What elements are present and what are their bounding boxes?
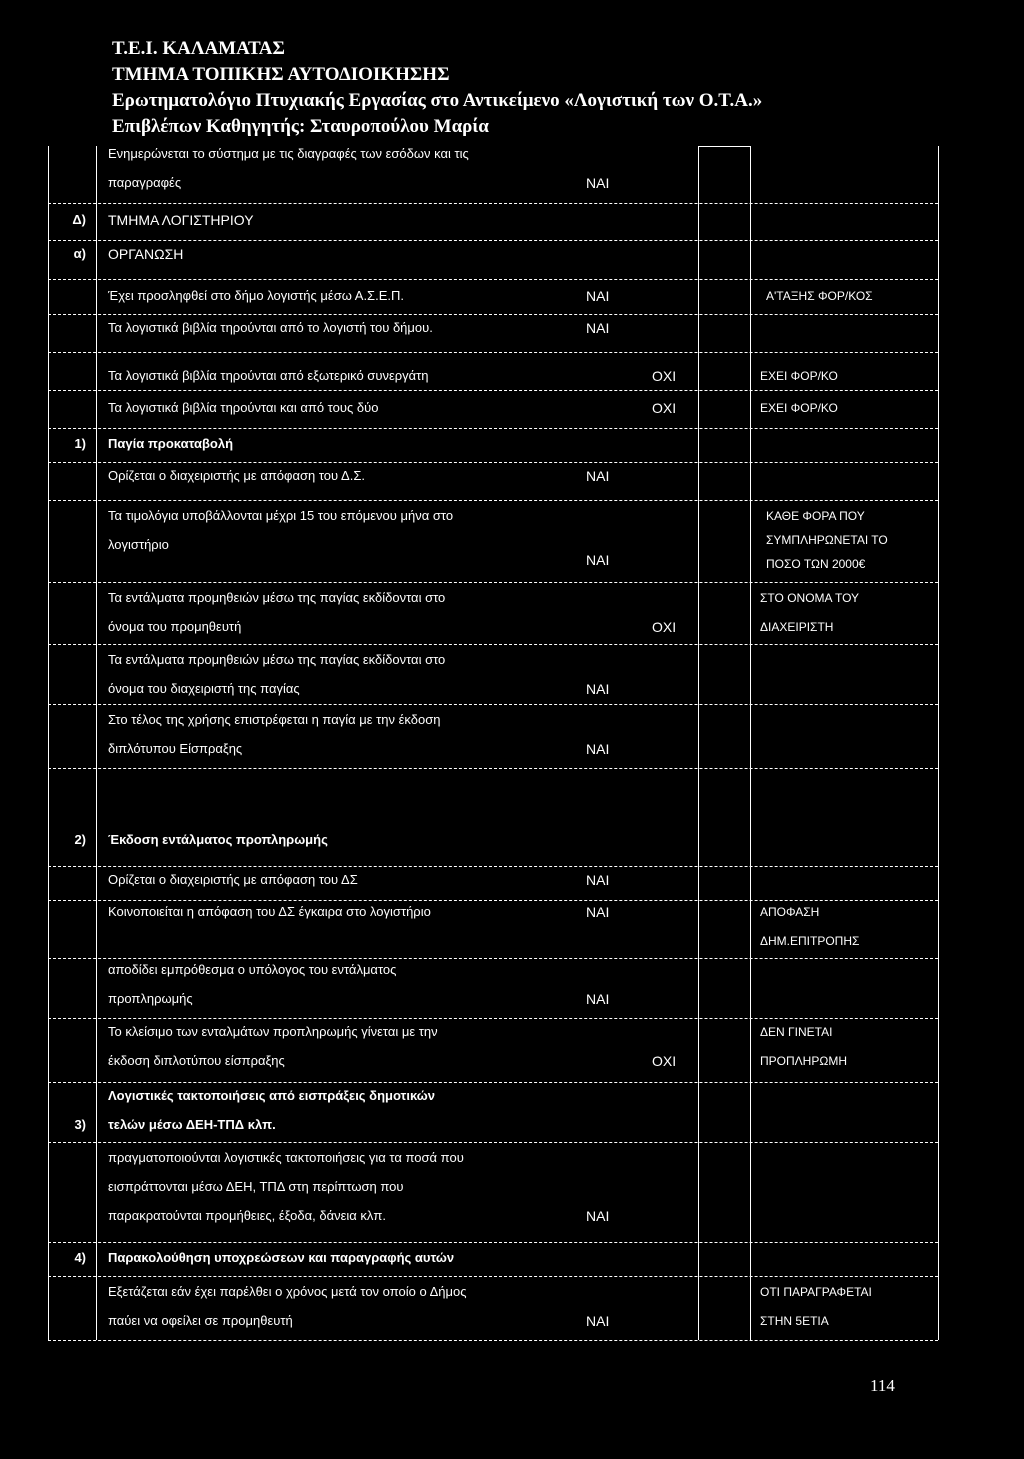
row-note: ΕΧΕΙ ΦΟΡ/ΚΟ — [760, 369, 838, 383]
row-text: ΤΜΗΜΑ ΛΟΓΙΣΤΗΡΙΟΥ — [108, 212, 254, 228]
row-text: Τα λογιστικά βιβλία τηρούνται από εξωτερικό συνεργάτη — [108, 368, 429, 383]
header-thesis-title: Ερωτηματολόγιο Πτυχιακής Εργασίας στο Αντικείμενο «Λογιστική των Ο.Τ.Α.» — [112, 90, 763, 111]
row-text: προπληρωμής — [108, 991, 193, 1006]
row-number: 2) — [74, 832, 86, 847]
row-text: Κοινοποιείται η απόφαση του ΔΣ έγκαιρα στο λογιστήριο — [108, 904, 431, 919]
answer-yes: ΝΑΙ — [586, 904, 610, 920]
row-text: Τα τιμολόγια υποβάλλονται μέχρι 15 του επόμενου μήνα στο — [108, 508, 454, 523]
answer-yes: ΝΑΙ — [586, 681, 610, 697]
row-text: Το κλείσιμο των ενταλμάτων προπληρωμής γίνεται με την — [108, 1024, 438, 1039]
row-separator — [48, 1082, 938, 1083]
row-number: 1) — [74, 436, 86, 451]
row-text: Ενημερώνεται το σύστημα με τις διαγραφές των εσόδων και τις — [108, 146, 469, 161]
row-number: α) — [73, 246, 86, 261]
row-separator — [48, 314, 938, 315]
row-text: έκδοση διπλοτύπου είσπραξης — [108, 1053, 285, 1068]
answer-yes: ΝΑΙ — [586, 1208, 610, 1224]
answer-yes: ΝΑΙ — [586, 320, 610, 336]
answer-yes: ΝΑΙ — [586, 741, 610, 757]
row-text: ΟΡΓΑΝΩΣΗ — [108, 246, 184, 262]
row-separator — [48, 500, 938, 501]
row-separator — [48, 279, 938, 280]
row-separator — [48, 462, 938, 463]
row-text: πραγματοποιούνται λογιστικές τακτοποιήσεις για τα ποσά που — [108, 1150, 464, 1165]
row-separator — [48, 1242, 938, 1243]
row-text: παραγραφές — [108, 175, 182, 190]
row-note: ΔΙΑΧΕΙΡΙΣΤΗ — [760, 620, 834, 634]
answer-yes: ΝΑΙ — [586, 175, 610, 191]
row-text: Λογιστικές τακτοποιήσεις από εισπράξεις δημοτικών — [108, 1088, 435, 1103]
row-note: ΣΤΗΝ 5ΕΤΙΑ — [760, 1314, 829, 1328]
row-note: ΠΟΣΟ ΤΩΝ 2000€ — [766, 557, 866, 571]
row-separator — [48, 958, 938, 959]
row-text: Ορίζεται ο διαχειριστής με απόφαση του ΔΣ — [108, 872, 358, 887]
column-rule — [48, 146, 49, 1340]
row-text: Παρακολούθηση υποχρεώσεων και παραγραφής αυτών — [108, 1250, 455, 1265]
row-note: ΣΥΜΠΛΗΡΩΝΕΤΑΙ ΤΟ — [766, 533, 888, 547]
answer-yes: ΝΑΙ — [586, 872, 610, 888]
answer-yes: ΝΑΙ — [586, 288, 610, 304]
row-text: Τα λογιστικά βιβλία τηρούνται από το λογιστή του δήμου. — [108, 320, 433, 335]
row-separator — [48, 582, 938, 583]
row-note: ΣΤΟ ΟΝΟΜΑ ΤΟΥ — [760, 591, 860, 605]
row-text: Έκδοση εντάλματος προπληρωμής — [108, 832, 328, 847]
header-supervisor: Επιβλέπων Καθηγητής: Σταυροπούλου Μαρία — [112, 116, 489, 137]
row-note: ΚΑΘΕ ΦΟΡΑ ΠΟΥ — [766, 509, 865, 523]
answer-no: ΟΧΙ — [652, 619, 677, 635]
row-text: παρακρατούνται προμήθειες, έξοδα, δάνεια κλπ. — [108, 1208, 387, 1223]
row-number: 4) — [74, 1250, 86, 1265]
row-text: Έχει προσληφθεί στο δήμο λογιστής μέσω Α.Σ.Ε.Π. — [108, 288, 404, 303]
header-department: ΤΜΗΜΑ ΤΟΠΙΚΗΣ ΑΥΤΟΔΙΟΙΚΗΣΗΣ — [112, 64, 450, 85]
row-text: Τα λογιστικά βιβλία τηρούνται και από τους δύο — [108, 400, 379, 415]
row-text: αποδίδει εμπρόθεσμα ο υπόλογος του εντάλματος — [108, 962, 397, 977]
row-separator — [48, 1276, 938, 1277]
row-separator — [48, 1340, 938, 1341]
row-text: Στο τέλος της χρήσης επιστρέφεται η παγία με την έκδοση — [108, 712, 441, 727]
row-note: Α'ΤΑΞΗΣ ΦΟΡ/ΚΟΣ — [766, 289, 873, 303]
row-separator — [48, 428, 938, 429]
row-number: Δ) — [72, 212, 86, 227]
row-separator — [48, 866, 938, 867]
header-institution: Τ.Ε.Ι. ΚΑΛΑΜΑΤΑΣ — [112, 38, 285, 59]
row-note: ΑΠΟΦΑΣΗ — [760, 905, 820, 919]
row-text: όνομα του προμηθευτή — [108, 619, 242, 634]
row-text: παύει να οφείλει σε προμηθευτή — [108, 1313, 293, 1328]
answer-no: ΟΧΙ — [652, 1053, 677, 1069]
row-text: εισπράττονται μέσω ΔΕΗ, ΤΠΔ στη περίπτωση που — [108, 1179, 404, 1194]
page-number: 114 — [870, 1376, 895, 1395]
row-separator — [48, 644, 938, 645]
box-top-rule — [698, 146, 750, 147]
row-text: διπλότυπου Είσπραξης — [108, 741, 243, 756]
row-note: ΕΧΕΙ ΦΟΡ/ΚΟ — [760, 401, 838, 415]
row-note: ΟΤΙ ΠΑΡΑΓΡΑΦΕΤΑΙ — [760, 1285, 872, 1299]
row-text: Παγία προκαταβολή — [108, 436, 234, 451]
row-note: ΔΗΜ.ΕΠΙΤΡΟΠΗΣ — [760, 934, 860, 948]
row-separator — [48, 768, 938, 769]
row-text: Τα εντάλματα προμηθειών μέσω της παγίας εκδίδονται στο — [108, 652, 446, 667]
row-note: ΠΡΟΠΛΗΡΩΜΗ — [760, 1054, 847, 1068]
column-rule — [938, 146, 939, 1340]
row-text: τελών μέσω ΔΕΗ-ΤΠΔ κλπ. — [108, 1117, 276, 1132]
row-text: λογιστήριο — [108, 537, 169, 552]
row-text: Ορίζεται ο διαχειριστής με απόφαση του Δ.Σ. — [108, 468, 365, 483]
row-note: ΔΕΝ ΓΙΝΕΤΑΙ — [760, 1025, 833, 1039]
column-rule — [750, 146, 751, 1340]
row-text: Εξετάζεται εάν έχει παρέλθει ο χρόνος μετά τον οποίο ο Δήμος — [108, 1284, 467, 1299]
row-separator — [48, 704, 938, 705]
row-separator — [48, 352, 938, 353]
column-rule — [698, 146, 699, 1340]
answer-yes: ΝΑΙ — [586, 1313, 610, 1329]
answer-no: ΟΧΙ — [652, 400, 677, 416]
row-separator — [48, 203, 938, 204]
row-text: όνομα του διαχειριστή της παγίας — [108, 681, 300, 696]
answer-yes: ΝΑΙ — [586, 991, 610, 1007]
row-separator — [48, 1142, 938, 1143]
row-separator — [48, 900, 938, 901]
row-separator — [48, 390, 938, 391]
row-number: 3) — [74, 1117, 86, 1132]
column-rule — [96, 146, 97, 1340]
row-separator — [48, 240, 938, 241]
answer-yes: ΝΑΙ — [586, 468, 610, 484]
row-text: Τα εντάλματα προμηθειών μέσω της παγίας εκδίδονται στο — [108, 590, 446, 605]
answer-no: ΟΧΙ — [652, 368, 677, 384]
row-separator — [48, 1018, 938, 1019]
answer-yes: ΝΑΙ — [586, 552, 610, 568]
